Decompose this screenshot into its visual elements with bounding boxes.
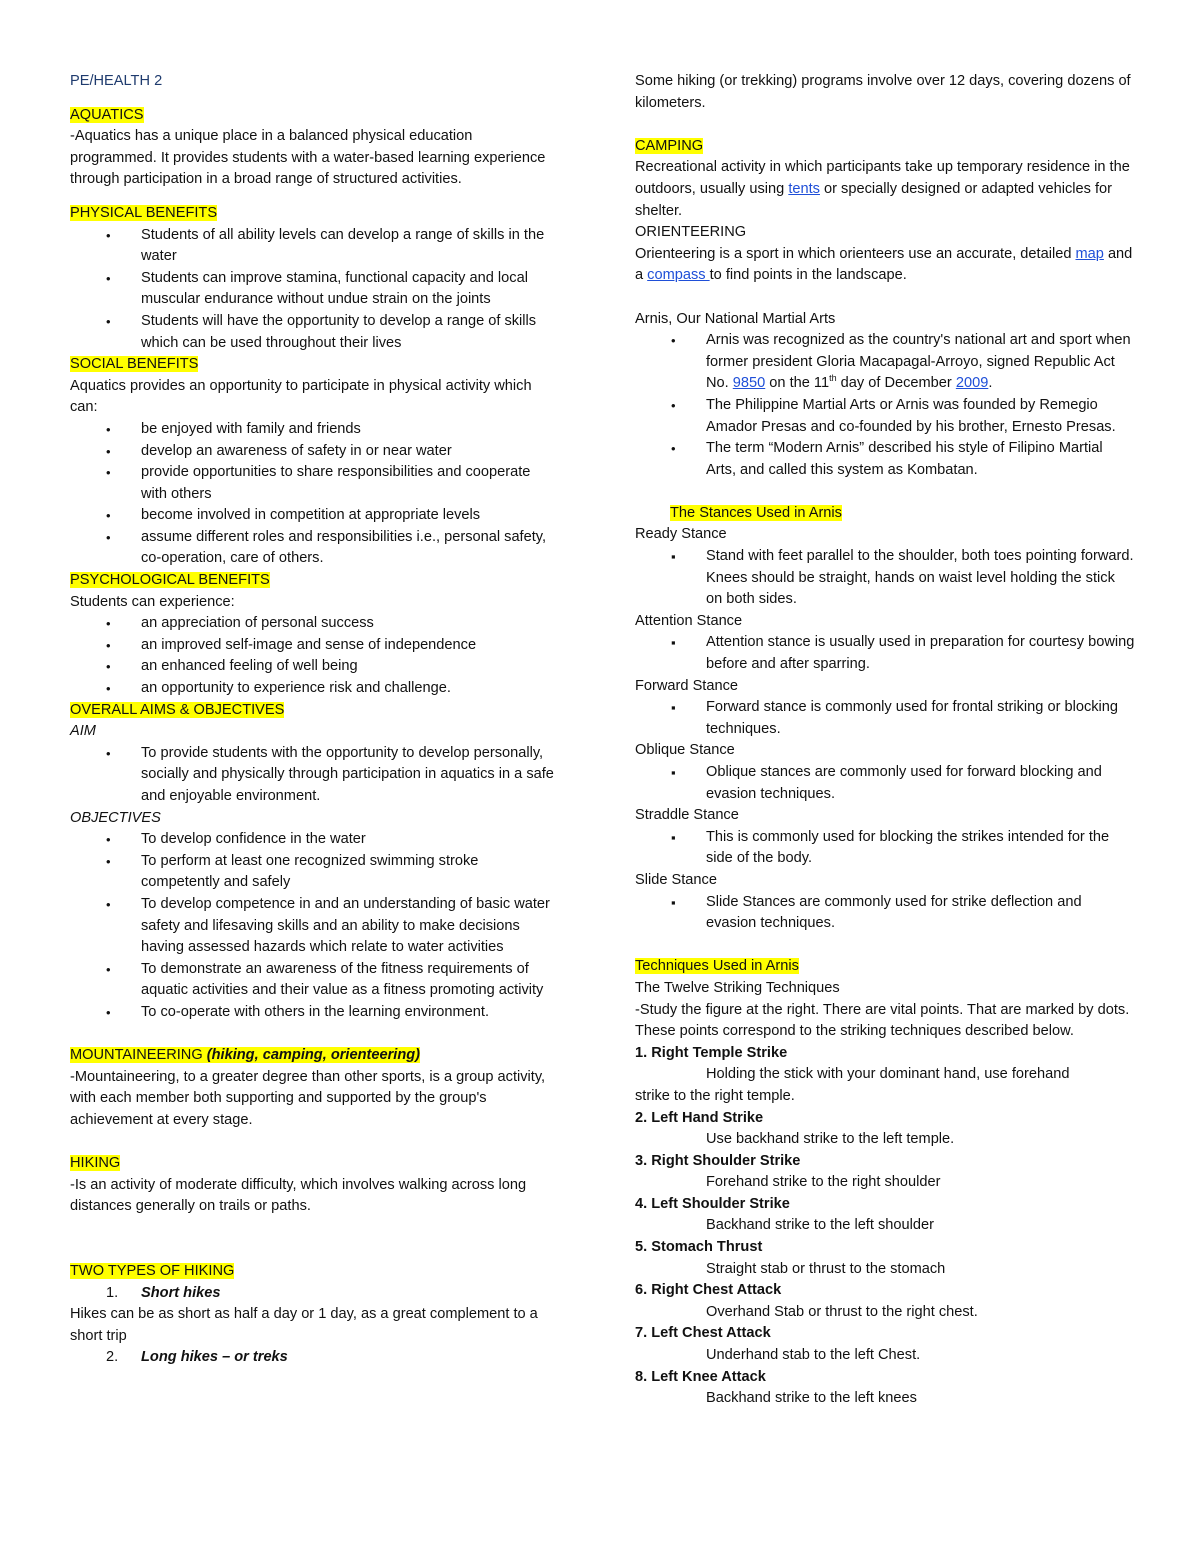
- stance-name: Attention Stance: [635, 612, 743, 629]
- list-item: • an opportunity to experience risk and challenge.: [70, 678, 560, 700]
- hiking-types-heading: TWO TYPES OF HIKING: [70, 1263, 235, 1280]
- list-item: • To develop confidence in the water: [70, 829, 560, 851]
- list-item: 1. Short hikes: [106, 1284, 221, 1301]
- hiking-heading: HIKING: [70, 1155, 121, 1172]
- right-column: [635, 71, 1135, 1410]
- hiking-types-list-2: [70, 1347, 560, 1369]
- stance-name: Straddle Stance: [635, 807, 739, 824]
- stance-desc: ▪ Oblique stances are commonly used for forward blocking and evasion techniques.: [635, 762, 1135, 805]
- camping-heading: CAMPING: [635, 137, 704, 154]
- list-item: • an appreciation of personal success: [70, 613, 560, 635]
- strike-5: [635, 1237, 1135, 1280]
- strike-name: 6. Right Chest Attack: [635, 1282, 782, 1299]
- tents-link[interactable]: tents: [788, 180, 820, 197]
- camping-text: Recreational activity in which participants take up temporary residence in the outdoors, usually using tents or specially designed or adapted vehicles for shelter.: [635, 159, 1130, 219]
- strike-desc: Straight stab or thrust to the stomach: [706, 1260, 946, 1277]
- list-item: • The term “Modern Arnis” described his style of Filipino Martial Arts, and called this system as Kombatan.: [635, 438, 1135, 481]
- physical-benefits-list: [70, 225, 560, 355]
- orienteering-text: Orienteering is a sport in which orienteers use an accurate, detailed map and a compass to find points in the landscape.: [635, 245, 1133, 284]
- list-item: • The Philippine Martial Arts or Arnis was founded by Remegio Amador Presas and co-founded by his brother, Ernesto Presas.: [635, 395, 1135, 438]
- strike-desc: Overhand Stab or thrust to the right chest.: [706, 1303, 978, 1320]
- aquatics-intro: -Aquatics has a unique place in a balanced physical education programmed. It provides students with a water-based learning experience through participation in a broad range of structured activities.: [70, 128, 546, 188]
- strike-2: [635, 1108, 1135, 1151]
- list-item: • become involved in competition at appropriate levels: [70, 505, 560, 527]
- techniques-heading: Techniques Used in Arnis: [635, 958, 799, 975]
- aim-list: [70, 743, 560, 808]
- stance-slide: [635, 870, 1135, 935]
- list-item: • assume different roles and responsibilities i.e., personal safety, co-operation, care of others.: [70, 527, 560, 570]
- strike-6: [635, 1280, 1135, 1323]
- year-2009-link[interactable]: 2009: [955, 375, 989, 392]
- aquatics-heading: AQUATICS: [70, 106, 144, 123]
- techniques-intro: -Study the figure at the right. There are vital points. That are marked by dots. These points correspond to the striking techniques described below.: [635, 1001, 1130, 1040]
- page-title: PE/HEALTH 2: [70, 73, 163, 89]
- mountaineering-heading-paren: (hiking, camping, orienteering): [206, 1047, 421, 1064]
- stance-desc: ▪ Attention stance is usually used in preparation for courtesy bowing before and after sparring.: [635, 632, 1135, 675]
- stance-straddle: [635, 805, 1135, 870]
- list-item: • be enjoyed with family and friends: [70, 419, 560, 441]
- stance-desc: ▪ This is commonly used for blocking the strikes intended for the side of the body.: [635, 827, 1135, 870]
- strike-3: [635, 1151, 1135, 1194]
- orienteering-heading: ORIENTEERING: [635, 224, 747, 241]
- mountaineering-text: -Mountaineering, to a greater degree than other sports, is a group activity, with each member both supporting and supported by the group's achievement at every stage.: [70, 1068, 546, 1128]
- strike-desc: Backhand strike to the left shoulder: [706, 1217, 934, 1234]
- hiking-text: -Is an activity of moderate difficulty, which involves walking across long distances generally on trails or paths.: [70, 1176, 527, 1215]
- list-item: • Students of all ability levels can develop a range of skills in the water: [70, 225, 560, 268]
- arnis-list: [635, 330, 1135, 481]
- strike-name: 4. Left Shoulder Strike: [635, 1195, 790, 1212]
- list-item: • To provide students with the opportunity to develop personally, socially and physically through participation in aquatics in a safe and enjoyable environment.: [70, 743, 560, 808]
- list-item: 2. Long hikes – or treks: [106, 1349, 288, 1366]
- strike-8: [635, 1367, 1135, 1410]
- stance-name: Slide Stance: [635, 871, 717, 888]
- strike-name: 7. Left Chest Attack: [635, 1325, 771, 1342]
- list-item: • Students will have the opportunity to develop a range of skills which can be used throughout their lives: [70, 311, 560, 354]
- stance-forward: [635, 676, 1135, 741]
- aim-label: AIM: [70, 723, 96, 740]
- strike-desc: Underhand stab to the left Chest.: [706, 1347, 921, 1364]
- ra-9850-link[interactable]: 9850: [732, 375, 766, 392]
- list-item: • provide opportunities to share responsibilities and cooperate with others: [70, 462, 560, 505]
- list-item: • To demonstrate an awareness of the fitness requirements of aquatic activities and their value as a fitness promoting activity: [70, 959, 560, 1002]
- psychological-benefits-heading: PSYCHOLOGICAL BENEFITS: [70, 572, 270, 589]
- arnis-heading: Arnis, Our National Martial Arts: [635, 310, 836, 327]
- list-item: • an improved self-image and sense of independence: [70, 635, 560, 657]
- list-item: • Students can improve stamina, functional capacity and local muscular endurance without undue strain on the joints: [70, 268, 560, 311]
- left-column: [70, 71, 560, 1369]
- strike-desc: Holding the stick with your dominant hand, use forehand: [706, 1066, 1070, 1083]
- mountaineering-heading: MOUNTAINEERING (hiking, camping, orienteering): [70, 1047, 421, 1064]
- short-hikes-text: Hikes can be as short as half a day or 1 day, as a great complement to a short trip: [70, 1306, 538, 1344]
- psychological-benefits-list: [70, 613, 560, 699]
- techniques-subheading: The Twelve Striking Techniques: [635, 979, 840, 996]
- psychological-benefits-intro: Students can experience:: [70, 593, 235, 610]
- list-item: • To develop competence in and an understanding of basic water safety and lifesaving skills and an ability to make decisions having assessed hazards which relate to water activities: [70, 894, 560, 959]
- strike-name: 5. Stomach Thrust: [635, 1239, 763, 1256]
- strike-1: [635, 1043, 1135, 1108]
- hiking-types-list: [70, 1283, 560, 1305]
- list-item: • develop an awareness of safety in or near water: [70, 441, 560, 463]
- objectives-label: OBJECTIVES: [70, 809, 161, 826]
- strike-desc: Backhand strike to the left knees: [706, 1390, 917, 1407]
- social-benefits-list: [70, 419, 560, 570]
- physical-benefits-heading: PHYSICAL BENEFITS: [70, 204, 218, 221]
- stance-desc: ▪ Forward stance is commonly used for frontal striking or blocking techniques.: [635, 697, 1135, 740]
- strike-4: [635, 1194, 1135, 1237]
- strike-desc: Use backhand strike to the left temple.: [706, 1131, 955, 1148]
- map-link[interactable]: map: [1075, 245, 1104, 262]
- stance-desc: ▪ Stand with feet parallel to the shoulder, both toes pointing forward. Knees should be straight, hands on waist level holding the stick on both sides.: [635, 546, 1135, 611]
- strike-name: 3. Right Shoulder Strike: [635, 1152, 801, 1169]
- list-item: • To perform at least one recognized swimming stroke competently and safely: [70, 851, 560, 894]
- strike-desc: Forehand strike to the right shoulder: [706, 1174, 941, 1191]
- strike-name: 8. Left Knee Attack: [635, 1368, 766, 1385]
- list-item: • To co-operate with others in the learning environment.: [70, 1002, 560, 1024]
- stance-attention: [635, 611, 1135, 676]
- stance-name: Ready Stance: [635, 526, 727, 543]
- stance-desc: ▪ Slide Stances are commonly used for strike deflection and evasion techniques.: [635, 892, 1135, 935]
- compass-link[interactable]: compass: [647, 267, 710, 284]
- social-benefits-intro: Aquatics provides an opportunity to participate in physical activity which can:: [70, 377, 532, 416]
- social-benefits-heading: SOCIAL BENEFITS: [70, 356, 199, 373]
- stance-name: Forward Stance: [635, 677, 739, 694]
- strike-7: [635, 1323, 1135, 1366]
- stances-heading: The Stances Used in Arnis: [670, 504, 842, 521]
- long-hikes-text: Some hiking (or trekking) programs involve over 12 days, covering dozens of kilometers.: [635, 73, 1131, 111]
- strike-desc-cont: strike to the right temple.: [635, 1087, 795, 1104]
- strike-name: 1. Right Temple Strike: [635, 1044, 788, 1061]
- stance-oblique: [635, 740, 1135, 805]
- list-item: • an enhanced feeling of well being: [70, 656, 560, 678]
- list-item: • Arnis was recognized as the country's national art and sport when former president Gloria Macapagal-Arroyo, signed Republic Act No. 9850 on the 11th day of December 2009.: [635, 330, 1135, 395]
- objectives-list: [70, 829, 560, 1023]
- stance-ready: [635, 524, 1135, 610]
- stance-name: Oblique Stance: [635, 742, 735, 759]
- strike-name: 2. Left Hand Strike: [635, 1109, 764, 1126]
- aims-objectives-heading: OVERALL AIMS & OBJECTIVES: [70, 701, 285, 718]
